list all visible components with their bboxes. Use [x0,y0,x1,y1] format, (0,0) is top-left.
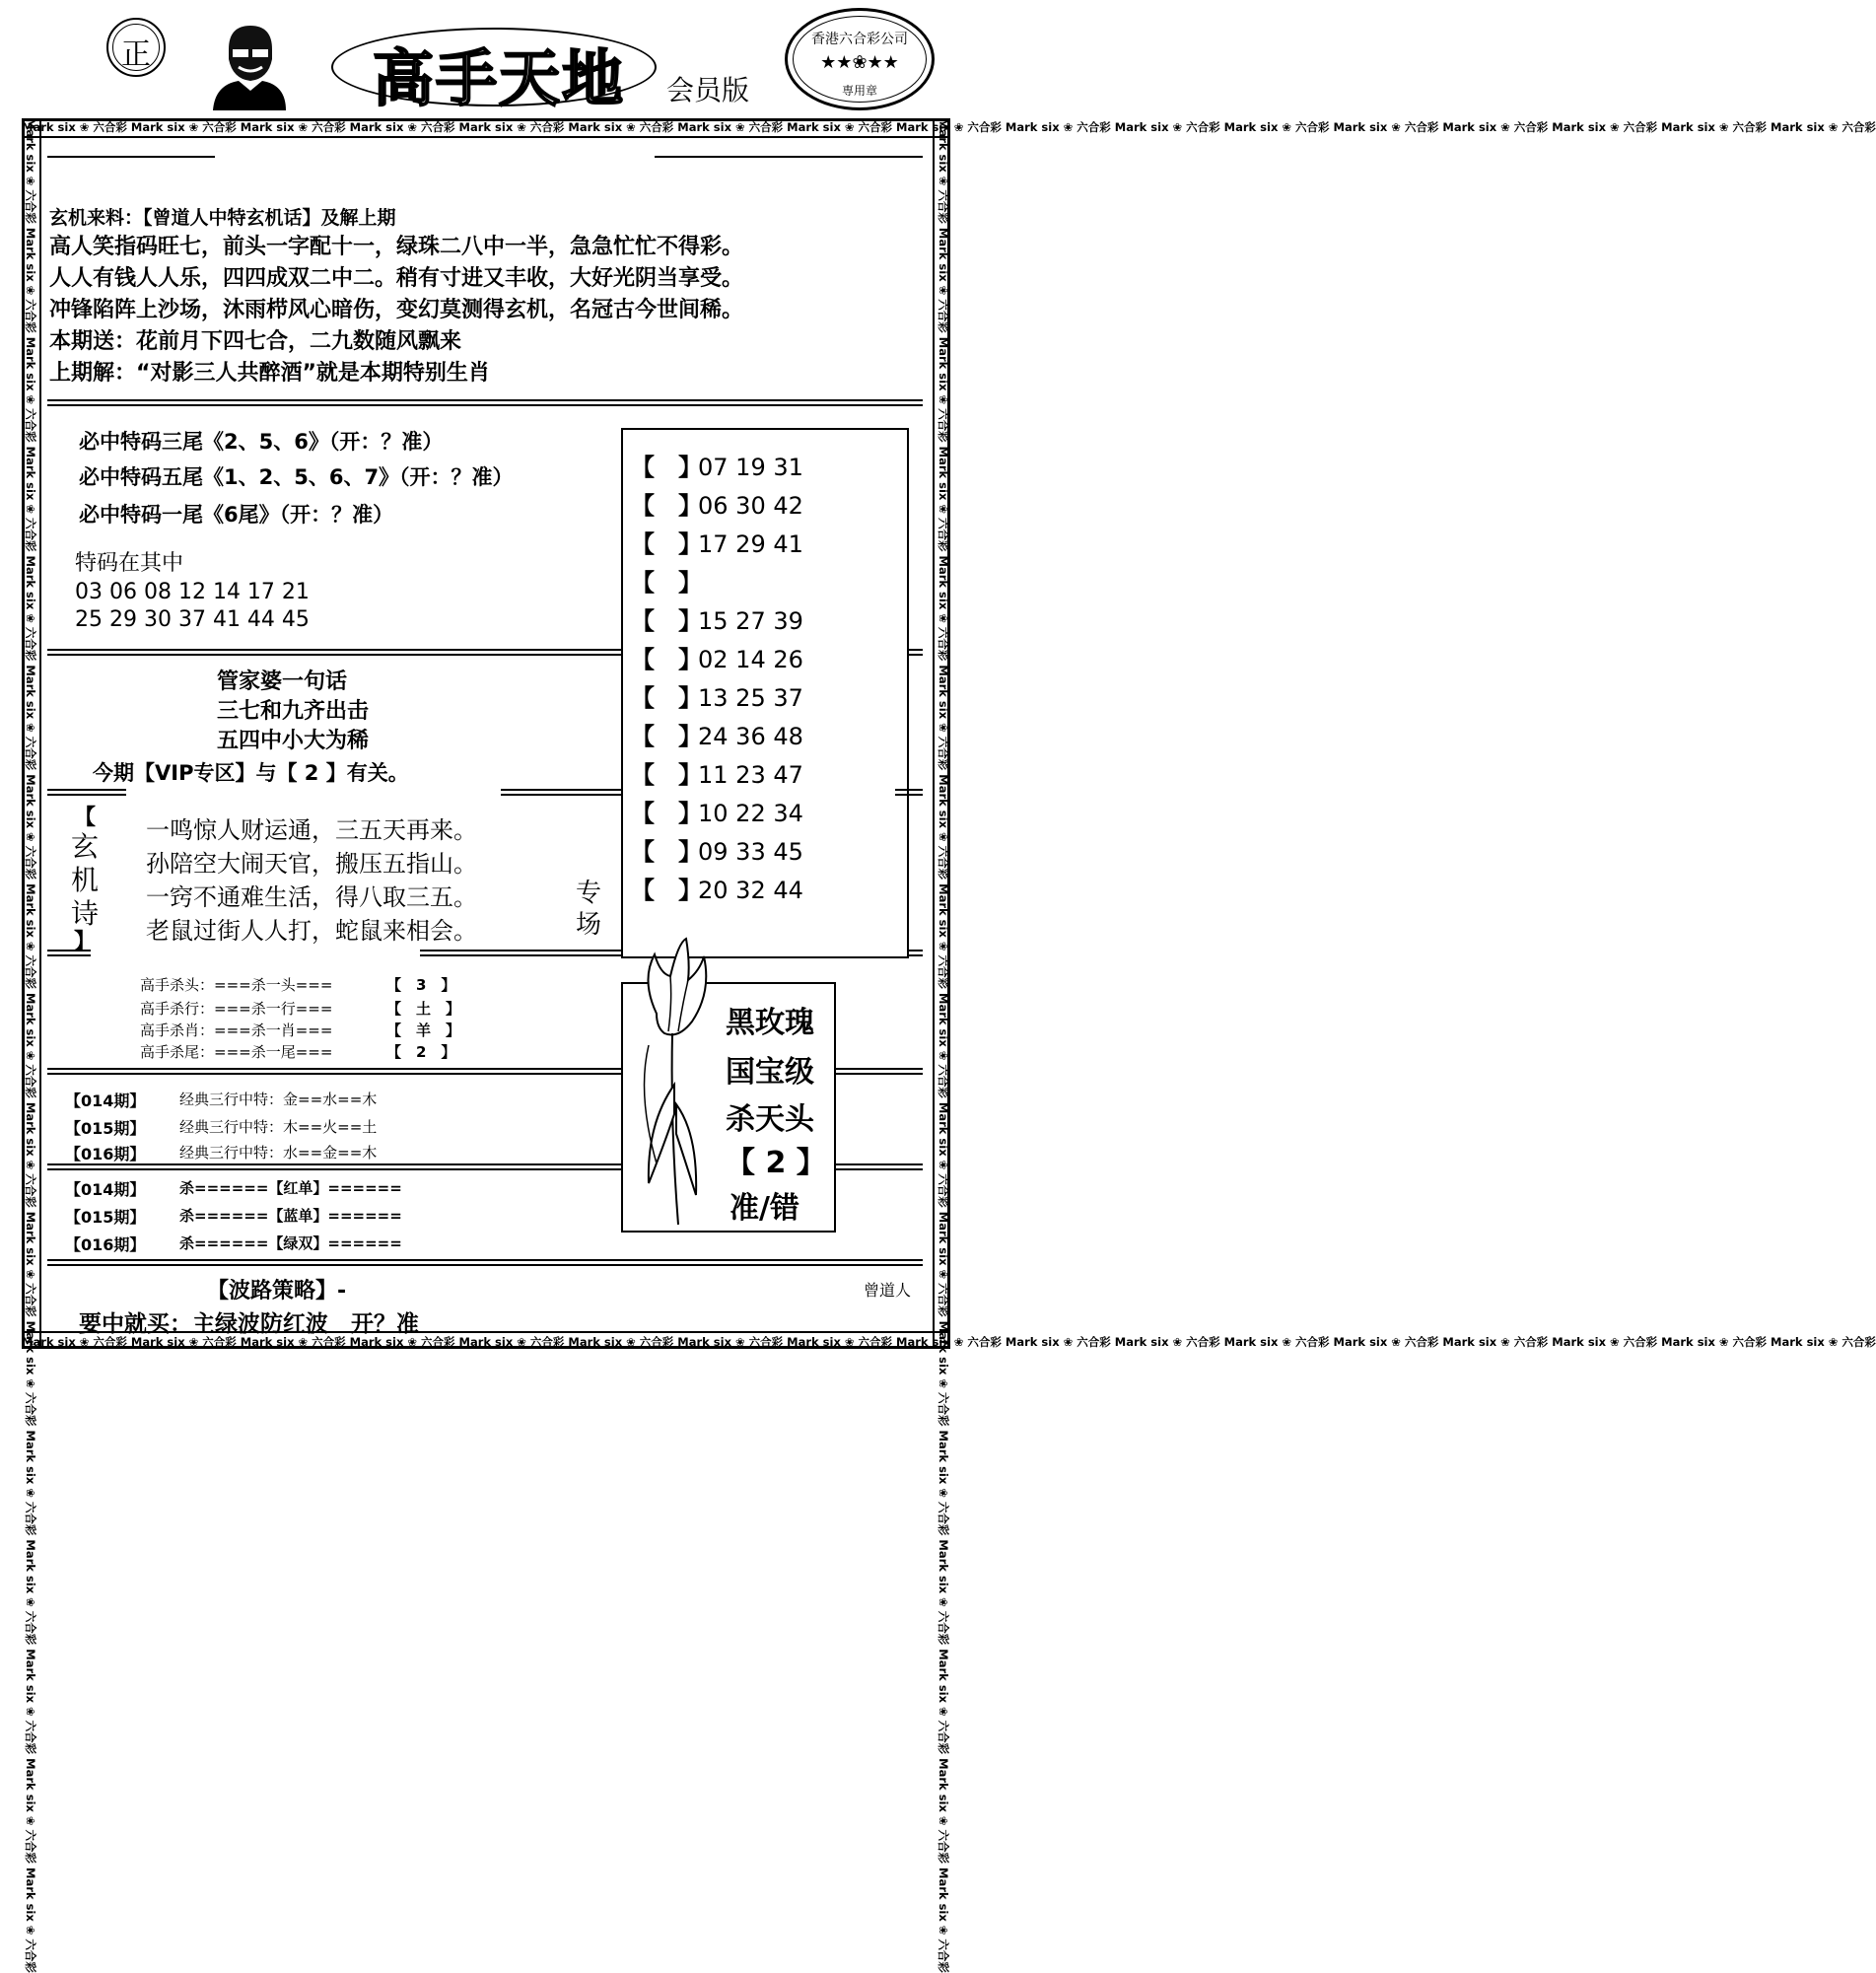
wave-author: 曾道人 [864,1281,912,1300]
stamp-top-text: 香港六合彩公司 [811,32,908,47]
vip-line: 今期【VIP专区】与【 2 】有关。 [93,761,409,785]
zone-row: 【 】17 29 41 [631,530,803,558]
left-border-band: Mark six ❀ 六合彩 Mark six ❀ 六合彩 Mark six ❀ 六合彩 Mark six ❀ 六合彩 Mark six ❀ 六合彩 Mark six ❀ 六合彩 Mark six ❀ 六合彩 Mark six ❀ 六合彩 Mark six ❀ 六合彩 Mark six ❀ 六合彩 Mark six ❀ 六合彩 Mark six ❀ 六合彩 Mark six ❀ 六合彩 Mark six ❀ 六合彩 Mark six ❀ 六合彩 Mark six ❀ 六合彩 Mark six ❀ 六合彩 [22,118,41,1349]
separator [47,399,923,406]
separator [836,1163,923,1170]
poem-line-4: 老鼠过街人人打，蛇鼠来相会。 [146,917,477,945]
kill-element-value: 【 土 】 [386,1000,461,1018]
zone-row: 【 】09 33 45 [631,838,803,866]
special-numbers-row-2: 25 29 30 37 41 44 45 [75,607,310,632]
wave-text: 要中就买：主绿波防红波 开？准 [79,1311,419,1337]
zone-row: 【 】06 30 42 [631,492,803,520]
poem-line-2: 孙陪空大闹天官，搬压五指山。 [146,850,477,878]
oddeven-issue: 【015期】 [65,1208,146,1227]
page-title: 高手天地 [373,42,626,114]
poem-label: 【 玄 机 诗 】 [70,806,99,954]
separator [47,649,621,656]
tail-pick-3: 必中特码三尾《2、5、6》（开：？准） [79,430,444,454]
zone-row: 【 】07 19 31 [631,454,803,481]
right-border-band: Mark six ❀ 六合彩 Mark six ❀ 六合彩 Mark six ❀ 六合彩 Mark six ❀ 六合彩 Mark six ❀ 六合彩 Mark six ❀ 六合彩 Mark six ❀ 六合彩 Mark six ❀ 六合彩 Mark six ❀ 六合彩 Mark six ❀ 六合彩 Mark six ❀ 六合彩 Mark six ❀ 六合彩 Mark six ❀ 六合彩 Mark six ❀ 六合彩 Mark six ❀ 六合彩 Mark six ❀ 六合彩 Mark six ❀ 六合彩 [933,118,952,1349]
rose-line-4: 【 2 】 [726,1146,826,1180]
xuanji-line-1: 高人笑指码旺七，前头一字配十一，绿珠二八中一半，急急忙忙不得彩。 [49,235,744,259]
kill-tail-label: 高手杀尾：===杀一尾=== [140,1043,333,1061]
separator [47,1259,923,1266]
separator [501,789,621,796]
separator [909,950,923,956]
element-issue: 【016期】 [65,1145,146,1163]
xuanji-source: 玄机来料：【曾道人中特玄机话】及解上期 [49,207,396,229]
poem-line-1: 一鸣惊人财运通，三五天再来。 [146,816,477,844]
separator [47,1068,621,1075]
kill-element-label: 高手杀行：===杀一行=== [140,1000,333,1018]
separator [909,649,923,656]
rose-line-1: 黑玫瑰 [726,1006,814,1040]
kill-head-label: 高手杀头：===杀一头=== [140,976,333,994]
zone-row: 【 】13 25 37 [631,684,803,712]
bottom-border-band: Mark six ❀ 六合彩 Mark six ❀ 六合彩 Mark six ❀ 六合彩 Mark six ❀ 六合彩 Mark six ❀ 六合彩 Mark six ❀ 六合彩 Mark six ❀ 六合彩 Mark six ❀ 六合彩 Mark six ❀ 六合彩 Mark six ❀ 六合彩 Mark six ❀ 六合彩 Mark six ❀ 六合彩 Mark six ❀ 六合彩 Mark six ❀ 六合彩 Mark six ❀ 六合彩 Mark six ❀ 六合彩 Mark six ❀ 六合彩 [22,1331,950,1351]
xuanji-line-3: 冲锋陷阵上沙场，沐雨栉风心暗伤，变幻莫测得玄机，名冠古今世间稀。 [49,298,744,322]
oddeven-text: 杀======【蓝单】====== [179,1207,402,1225]
zone-row: 【 】10 22 34 [631,800,803,827]
seal-char: 正 [121,37,151,72]
page-subtitle: 会员版 [666,74,750,106]
rose-line-2: 国宝级 [726,1055,814,1090]
special-numbers-row-1: 03 06 08 12 14 17 21 [75,580,310,604]
tail-pick-5: 必中特码五尾《1、2、5、6、7》（开：？准） [79,465,514,489]
separator [47,1163,621,1170]
kill-head-value: 【 3 】 [386,976,456,994]
separator [47,789,126,796]
separator [47,950,91,956]
wave-title: 【波路策略】- [207,1279,347,1304]
special-label: 特码在其中 [75,551,184,576]
stamp-stars: ★★❀★★ [820,52,899,73]
separator [420,950,621,956]
poem-line-3: 一窍不通难生活，得八取三五。 [146,883,477,911]
kill-zodiac-value: 【 羊 】 [386,1022,461,1039]
xuanji-this-issue: 本期送：花前月下四七合，二九数随风飘来 [49,329,462,354]
seal-zheng [106,18,166,77]
zone-row: 【 】15 27 39 [631,607,803,635]
stamp-bottom-text: 専用章 [841,84,877,98]
element-issue: 【015期】 [65,1119,146,1138]
zone-row: 【 】24 36 48 [631,723,803,750]
kill-zodiac-label: 高手杀肖：===杀一肖=== [140,1022,333,1039]
rose-line-5: 准/错 [730,1191,799,1226]
element-text: 经典三行中特：木==火==土 [179,1118,378,1136]
separator [836,1068,923,1075]
housekeeper-line-1: 三七和九齐出击 [217,699,370,724]
tulip-image [627,937,712,1231]
kill-tail-value: 【 2 】 [386,1043,456,1061]
rose-line-3: 杀天头 [726,1102,814,1137]
housekeeper-title: 管家婆一句话 [217,669,348,694]
zone-row: 【 】11 23 47 [631,761,803,789]
zone-row: 【 】 [631,569,702,597]
element-issue: 【014期】 [65,1092,146,1110]
zone-row: 【 】20 32 44 [631,877,803,904]
portrait-image [209,20,288,110]
tail-pick-1: 必中特码一尾《6尾》（开：？准） [79,503,394,527]
top-border-band: Mark six ❀ 六合彩 Mark six ❀ 六合彩 Mark six ❀ 六合彩 Mark six ❀ 六合彩 Mark six ❀ 六合彩 Mark six ❀ 六合彩 Mark six ❀ 六合彩 Mark six ❀ 六合彩 Mark six ❀ 六合彩 Mark six ❀ 六合彩 Mark six ❀ 六合彩 Mark six ❀ 六合彩 Mark six ❀ 六合彩 Mark six ❀ 六合彩 Mark six ❀ 六合彩 Mark six ❀ 六合彩 Mark six ❀ 六合彩 [22,118,950,138]
housekeeper-line-2: 五四中小大为稀 [217,729,370,753]
zone-row: 【 】02 14 26 [631,646,803,673]
oddeven-text: 杀======【绿双】====== [179,1234,402,1252]
oddeven-issue: 【016期】 [65,1235,146,1254]
oddeven-text: 杀======【红单】====== [179,1179,402,1197]
header-rule-left [47,156,215,158]
oddeven-issue: 【014期】 [65,1180,146,1199]
element-text: 经典三行中特：金==水==木 [179,1091,378,1108]
element-text: 经典三行中特：水==金==木 [179,1144,378,1162]
xuanji-line-2: 人人有钱人人乐，四四成双二中二。稍有寸进又丰收，大好光阴当享受。 [49,266,744,291]
zone-label: 专 场 [576,879,602,940]
xuanji-last-issue: 上期解：“对影三人共醉酒”就是本期特别生肖 [49,361,490,386]
header-rule-right [655,156,923,158]
company-stamp [785,8,935,110]
